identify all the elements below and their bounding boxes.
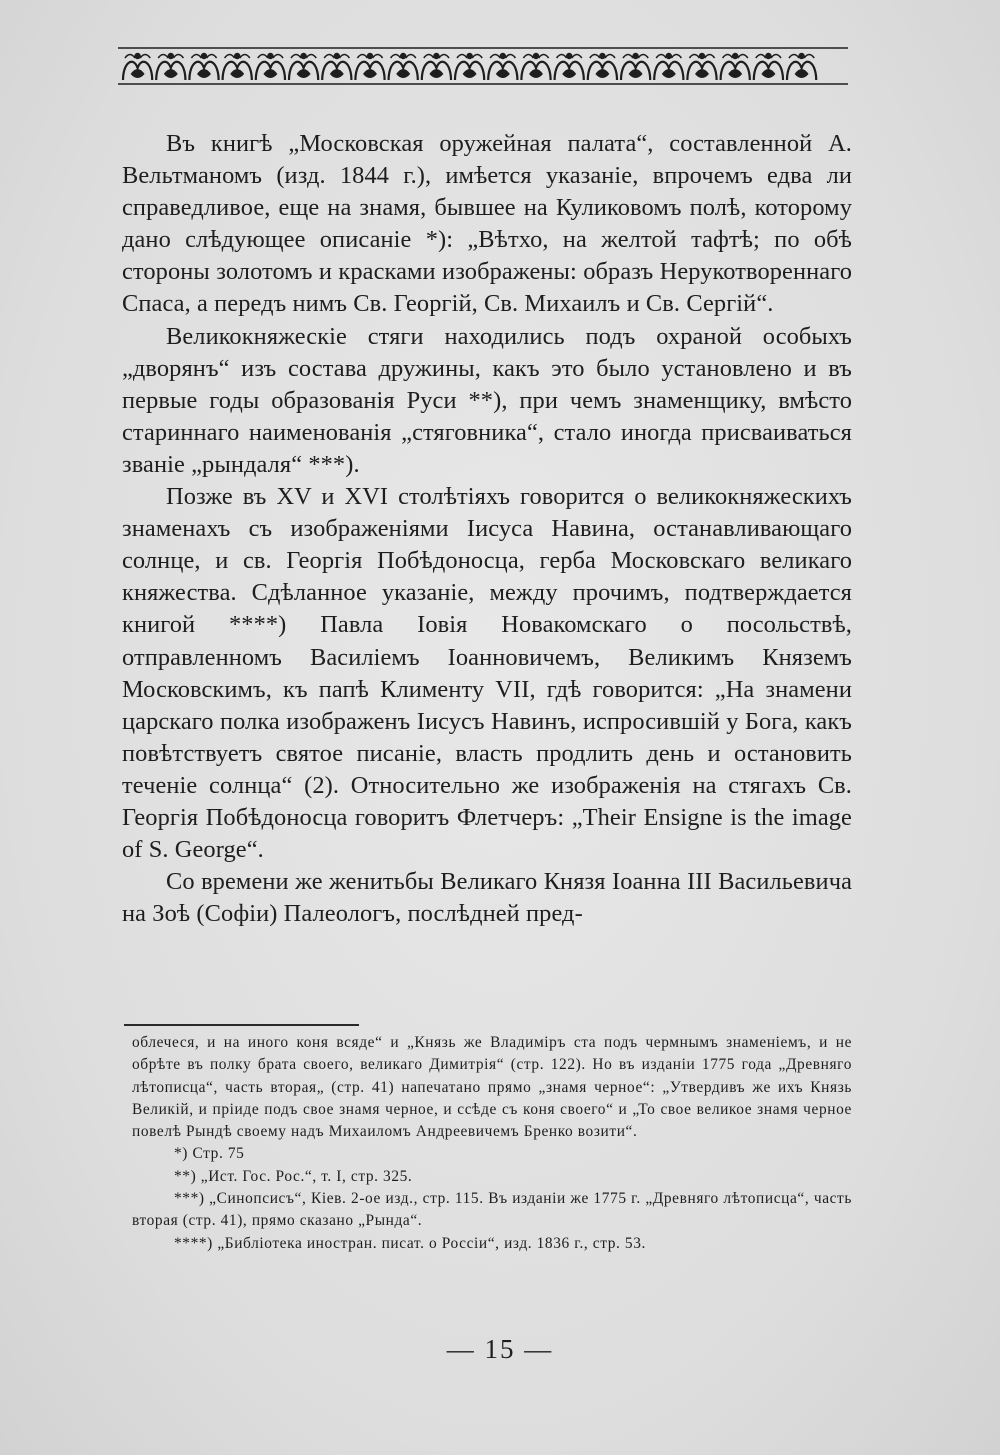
footnote: ****) „Библіотека иностран. писат. о Россіи“, изд. 1836 г., стр. 53. bbox=[174, 1234, 646, 1252]
page-number: — 15 — bbox=[446, 1334, 554, 1364]
paragraph: Великокняжескіе стяги находились подъ охраной особыхъ „дворянъ“ изъ состава дружины, какъ это было установлено и въ первые годы образованія Руси **), при чемъ знаменщику, вмѣсто стариннаго наименованія „стяговника“, стало иногда присваиваться званіе „рындаля“ ***). bbox=[122, 322, 852, 478]
footnote: **) „Ист. Гос. Рос.“, т. I, стр. 325. bbox=[174, 1167, 413, 1185]
paragraph: Со времени же женитьбы Великаго Князя Іоанна III Васильевича на Зоѣ (Софіи) Палеологъ, послѣдней пред- bbox=[122, 868, 852, 928]
ornamental-border-icon bbox=[118, 44, 848, 88]
paragraph: Позже въ XV и XVI столѣтіяхъ говорится о великокняжескихъ знаменахъ съ изображеніями Іисуса Навина, останавливающаго солнце, и св. Георгія Побѣдоносца, герба Московскаго великаго княжества. Сдѣланное указаніе, между прочимъ, подтверждается книгой ****) Павла Іовія Новакомскаго о посольствѣ, отправленномъ Василіемъ Іоанновичемъ, Великимъ Княземъ Московскимъ, къ папѣ Клименту VII, гдѣ говорится: „На знамени царскаго полка изображенъ Іисусъ Навинъ, испросившій у Бога, какъ повѣтствуетъ святое писаніе, власть продлить день и остановить теченіе солнца“ (2). Относительно же изображенія на стягахъ Св. Георгія Побѣдоносца говоритъ Флетчеръ: „Their Ensigne is the image of S. George“. bbox=[122, 483, 852, 864]
paragraph: Въ книгѣ „Московская оружейная палата“, составленной А. Вельтманомъ (изд. 1844 г.), имѣется указаніе, впрочемъ едва ли справедливое, еще на знамя, бывшее на Куликовомъ полѣ, которому дано слѣдующее описаніе *): „Вѣтхо, на желтой тафтѣ; по обѣ стороны золотомъ и красками изображены: образъ Нерукотвореннаго Спаса, а передъ нимъ Св. Георгій, Св. Михаилъ и Св. Сергій“. bbox=[122, 130, 852, 318]
footnote-continuation: облечеся, и на иного коня всяде“ и „Князь же Владиміръ ста подъ чермнымъ знаменіемъ, и не обрѣте въ полку брата своего, великаго Димитрія“ (стр. 122). Но въ изданіи 1775 года „Древняго лѣтописца“, часть вторая„ (стр. 41) напечатано прямо „знамя черное“: „Утвердивъ же ихъ Князь Великій, и пріиде подъ свое знамя черное, и ссѣде съ коня своего“ и „То свое великое знамя черное повелѣ Рындѣ своему надъ Михаиломъ Андреевичемъ Бренко возити“. bbox=[132, 1034, 852, 1141]
footnotes bbox=[132, 1032, 852, 1255]
footnote-divider bbox=[124, 1024, 359, 1026]
footnote: ***) „Синопсисъ“, Кіев. 2-ое изд., стр. 115. Въ изданіи же 1775 г. „Древняго лѣтописца“, часть вторая (стр. 41), прямо сказано „Рында“. bbox=[132, 1190, 852, 1230]
footnote: *) Стр. 75 bbox=[174, 1145, 245, 1163]
main-text bbox=[122, 128, 852, 930]
